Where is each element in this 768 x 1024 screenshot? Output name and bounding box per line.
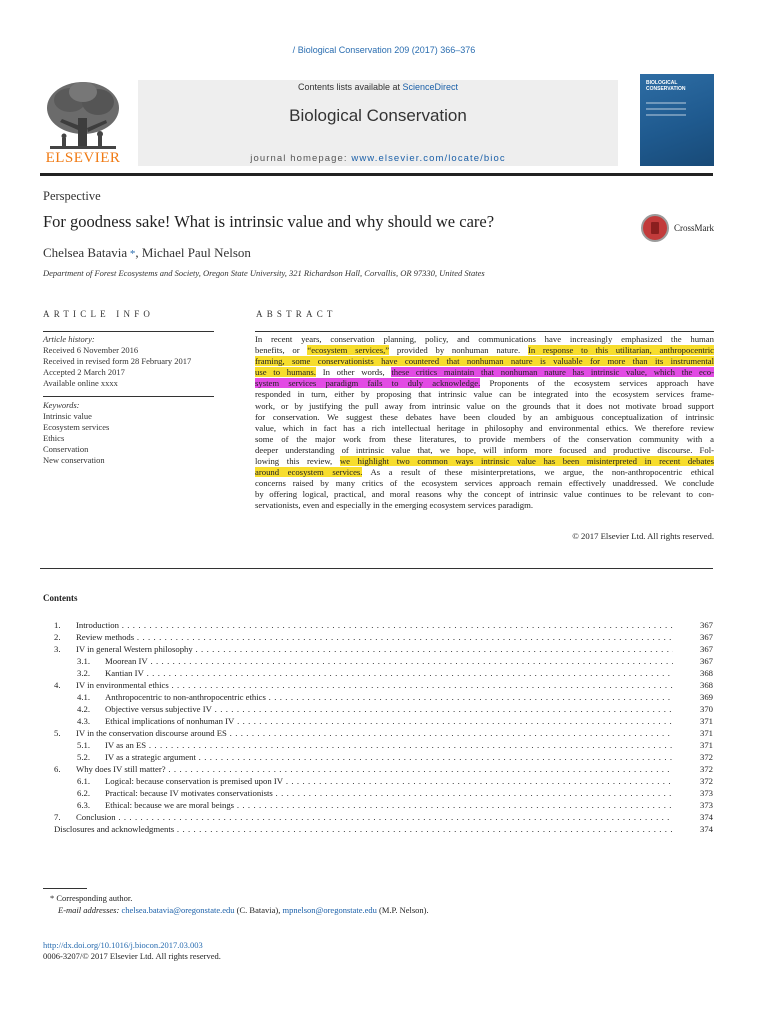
- toc-label[interactable]: Why does IV still matter? . . .: [76, 763, 673, 775]
- article-type: Perspective: [43, 189, 101, 203]
- homepage-prefix: journal homepage:: [250, 153, 352, 164]
- sciencedirect-link[interactable]: ScienceDirect: [402, 82, 459, 92]
- toc-entry[interactable]: [43, 691, 713, 703]
- toc-entry[interactable]: [43, 763, 713, 775]
- homepage-link[interactable]: www.elsevier.com/locate/bioc: [351, 153, 506, 164]
- doi-link[interactable]: http://dx.doi.org/10.1016/j.biocon.2017.03.003: [43, 940, 203, 950]
- toc-page-number: 374: [699, 824, 713, 834]
- toc-label[interactable]: IV as a strategic argument . . .: [105, 751, 673, 763]
- toc-page-number: 370: [699, 704, 713, 714]
- toc-entry[interactable]: [43, 703, 713, 715]
- toc-number: 6.: [54, 764, 61, 774]
- issn-copyright: 0006-3207/© 2017 Elsevier Ltd. All rights reserved.: [43, 951, 221, 961]
- toc-number: 6.3.: [77, 800, 91, 810]
- abstract-line: for conservation. We suggest these debates have been clouded by an ambiguous conceptualization of intrinsic: [255, 411, 714, 422]
- journal-ref-text[interactable]: Biological Conservation 209 (2017) 366–376: [297, 45, 476, 55]
- toc-page-number: 372: [699, 764, 713, 774]
- toc-page-number: 368: [699, 668, 713, 678]
- highlight-yellow: In response to this utilitarian, anthropocentric: [527, 345, 714, 356]
- toc-number: 2.: [54, 632, 61, 642]
- elsevier-wordmark: ELSEVIER: [45, 150, 121, 166]
- author-2[interactable]: Michael Paul Nelson: [141, 245, 251, 260]
- toc-label[interactable]: Moorean IV . . .: [105, 655, 673, 667]
- contents-heading: Contents: [43, 593, 78, 603]
- toc-label[interactable]: Logical: because conservation is premised upon IV . . .: [105, 775, 673, 787]
- keyword-item: Ecosystem services: [43, 422, 110, 432]
- crossmark-icon: [641, 214, 669, 242]
- email-name-nelson: (M.P. Nelson).: [376, 905, 429, 915]
- toc-label[interactable]: Kantian IV . . .: [105, 667, 673, 679]
- toc-label[interactable]: Conclusion . . .: [76, 811, 673, 823]
- abstract-line: [255, 467, 714, 478]
- keywords: [43, 400, 218, 466]
- article-history: [43, 334, 218, 389]
- contents-available-prefix: Contents lists available at: [297, 82, 403, 92]
- toc-page-number: 371: [699, 740, 713, 750]
- toc-entry[interactable]: [43, 787, 713, 799]
- toc-label[interactable]: IV in environmental ethics . . .: [76, 679, 673, 691]
- history-received: Received 6 November 2016: [43, 345, 139, 355]
- highlight-magenta: these critics maintain that nonhuman nature has intrinsic value, which the eco-: [391, 367, 714, 378]
- toc-entry[interactable]: [43, 823, 713, 835]
- corresponding-author-note: [50, 893, 132, 903]
- highlight-yellow: use to humans.: [255, 367, 316, 378]
- abstract-line: by offering logical, practical, and moral reasons why the concept of intrinsic value continues to be relevant to con-: [255, 489, 714, 500]
- article-info-heading: ARTICLE INFO: [43, 309, 155, 319]
- toc-number: 3.: [54, 644, 61, 654]
- highlight-yellow: we highlight two common ways intrinsic value has been misinterpreted in recent debates: [339, 456, 714, 467]
- toc-page-number: 371: [699, 716, 713, 726]
- toc-number: 6.1.: [77, 776, 91, 786]
- journal-cover-image: [640, 74, 714, 166]
- keyword-item: New conservation: [43, 455, 105, 465]
- abstract-line: value, which in fact has a rich intellectual heritage in philosophy and environmental ethics. We therefore review: [255, 422, 714, 433]
- keyword-item: Intrinsic value: [43, 411, 92, 421]
- abstract-line: [255, 345, 714, 356]
- toc-entry[interactable]: [43, 739, 713, 751]
- abstract-fragment: As a result of these misinterpretations, we argue, the non-anthropocentric ethical: [362, 467, 714, 478]
- abstract-line: In recent years, conservation planning, policy, and communications have increasingly emphasized the human: [255, 334, 714, 344]
- toc-page-number: 372: [699, 752, 713, 762]
- toc-entry[interactable]: [43, 643, 713, 655]
- author-list: [43, 245, 251, 261]
- abstract-fragment: Proponents of the ecosystem services approach have: [480, 378, 714, 389]
- toc-number: 4.3.: [77, 716, 91, 726]
- toc-number: 5.1.: [77, 740, 91, 750]
- contents-divider: [40, 568, 713, 569]
- email-label: E-mail addresses:: [58, 905, 122, 915]
- abstract-line: [255, 367, 714, 378]
- toc-number: 7.: [54, 812, 61, 822]
- highlight-yellow: framing, some conservationists have countered that nonhuman nature is valuable for more than its instrumental: [255, 356, 714, 367]
- toc-number: 3.1.: [77, 656, 91, 666]
- toc-page-number: 374: [699, 812, 713, 822]
- journal-reference[interactable]: [0, 45, 768, 55]
- author-separator: ,: [135, 245, 142, 260]
- toc-entry[interactable]: [43, 799, 713, 811]
- table-of-contents: [43, 619, 713, 835]
- contents-available-line: [138, 82, 618, 92]
- toc-number: 6.2.: [77, 788, 91, 798]
- toc-label[interactable]: IV as an ES . . .: [105, 739, 673, 751]
- toc-label[interactable]: Ethical implications of nonhuman IV . . .: [105, 715, 673, 727]
- abstract-rule: [255, 331, 714, 332]
- toc-number: 4.: [54, 680, 61, 690]
- highlight-magenta: system services paradigm fails to duly acknowledge.: [255, 378, 481, 389]
- toc-label[interactable]: Practical: because IV motivates conservationists . . .: [105, 787, 673, 799]
- keywords-rule: [43, 396, 214, 397]
- abstract-line: some of the major work from these literatures, to provide members of the conservation community with a: [255, 433, 714, 444]
- toc-number: 5.: [54, 728, 61, 738]
- abstract-line: [255, 356, 714, 367]
- toc-label[interactable]: Ethical: because we are moral beings . . .: [105, 799, 673, 811]
- journal-homepage-line: [138, 153, 618, 164]
- journal-ref-prefix: /: [292, 45, 298, 55]
- toc-page-number: 367: [699, 644, 713, 654]
- history-accepted: Accepted 2 March 2017: [43, 367, 125, 377]
- abstract-text: [255, 334, 714, 512]
- article-info-rule: [43, 331, 214, 332]
- abstract-line: responded in turn, either by proposing that intrinsic value can be integrated into the ecosystem services frame-: [255, 389, 714, 400]
- toc-number: 4.1.: [77, 692, 91, 702]
- toc-page-number: 367: [699, 632, 713, 642]
- journal-title: Biological Conservation: [289, 106, 467, 125]
- toc-entry[interactable]: [43, 655, 713, 667]
- abstract-fragment: benefits, or: [255, 345, 308, 356]
- abstract-copyright: © 2017 Elsevier Ltd. All rights reserved.: [572, 531, 714, 541]
- cover-title: BIOLOGICAL CONSERVATION: [646, 80, 686, 92]
- toc-label[interactable]: IV in general Western philosophy . . .: [76, 643, 673, 655]
- toc-entry[interactable]: [43, 631, 713, 643]
- email-link-batavia[interactable]: chelsea.batavia@oregonstate.edu: [121, 905, 235, 915]
- cover-decoration: [646, 102, 686, 120]
- toc-number: 4.2.: [77, 704, 91, 714]
- email-addresses: [58, 905, 429, 915]
- toc-number: 3.2.: [77, 668, 91, 678]
- footnote-text: Corresponding author.: [54, 893, 133, 903]
- toc-page-number: 368: [699, 680, 713, 690]
- toc-label[interactable]: Review methods . . .: [76, 631, 673, 643]
- history-revised: Received in revised form 28 February 2017: [43, 356, 192, 366]
- abstract-heading: ABSTRACT: [256, 309, 337, 319]
- abstract-line: [255, 378, 714, 389]
- corresponding-author-mark[interactable]: *: [127, 248, 136, 260]
- keywords-label: Keywords:: [43, 400, 80, 410]
- toc-number: 1.: [54, 620, 61, 630]
- toc-label[interactable]: Objective versus subjective IV . . .: [105, 703, 673, 715]
- highlight-yellow: “ecosystem services,”: [307, 345, 390, 356]
- abstract-line: deeper understanding of intrinsic value that, we hope, will inform more focused and productive discourse. Fol-: [255, 444, 714, 455]
- toc-page-number: 369: [699, 692, 713, 702]
- abstract-line: servationists, even and especially in the emerging ecosystem services paradigm.: [255, 500, 533, 511]
- abstract-line: [255, 456, 714, 467]
- abstract-fragment: lowing this review,: [255, 456, 340, 467]
- email-link-nelson[interactable]: mpnelson@oregonstate.edu: [282, 905, 377, 915]
- highlight-yellow: around ecosystem services.: [255, 467, 363, 478]
- toc-entry[interactable]: [43, 679, 713, 691]
- toc-entry[interactable]: [43, 619, 713, 631]
- abstract-line: concerns raised by many critics of the ecosystem services approach remain effectively unaddressed. We conclude: [255, 478, 714, 489]
- toc-label[interactable]: Disclosures and acknowledgments . . .: [54, 823, 673, 835]
- toc-page-number: 371: [699, 728, 713, 738]
- abstract-line: work, or by justifying the pull away from intrinsic value on the grounds that it does not motivate broad support: [255, 400, 714, 411]
- toc-entry[interactable]: [43, 667, 713, 679]
- toc-page-number: 367: [699, 620, 713, 630]
- toc-label[interactable]: Anthropocentric to non-anthropocentric ethics . . .: [105, 691, 673, 703]
- footnote-rule: [43, 888, 87, 889]
- toc-entry[interactable]: [43, 715, 713, 727]
- toc-entry[interactable]: [43, 775, 713, 787]
- toc-entry[interactable]: [43, 727, 713, 739]
- toc-page-number: 373: [699, 800, 713, 810]
- toc-page-number: 373: [699, 788, 713, 798]
- toc-label[interactable]: IV in the conservation discourse around ES . . .: [76, 727, 673, 739]
- keyword-item: Conservation: [43, 444, 89, 454]
- toc-entry[interactable]: [43, 811, 713, 823]
- footnote-mark: *: [50, 893, 55, 903]
- abstract-fragment: In other words,: [315, 367, 392, 378]
- author-1[interactable]: Chelsea Batavia: [43, 245, 128, 260]
- history-online: Available online xxxx: [43, 378, 118, 388]
- toc-entry[interactable]: [43, 751, 713, 763]
- article-title: For goodness sake! What is intrinsic value and why should we care?: [43, 212, 495, 231]
- toc-number: 5.2.: [77, 752, 91, 762]
- toc-page-number: 367: [699, 656, 713, 666]
- author-affiliation: Department of Forest Ecosystems and Society, Oregon State University, 321 Richardson Hall, Corvallis, OR 97330, United States: [43, 268, 485, 278]
- header-divider: [40, 173, 713, 176]
- keyword-item: Ethics: [43, 433, 65, 443]
- toc-page-number: 372: [699, 776, 713, 786]
- email-name-batavia: (C. Batavia),: [234, 905, 283, 915]
- crossmark-badge[interactable]: [641, 214, 725, 244]
- article-history-label: Article history:: [43, 334, 95, 344]
- toc-label[interactable]: Introduction . . .: [76, 619, 673, 631]
- crossmark-label: CrossMark: [674, 223, 714, 233]
- abstract-fragment: provided by nonhuman nature.: [389, 345, 528, 356]
